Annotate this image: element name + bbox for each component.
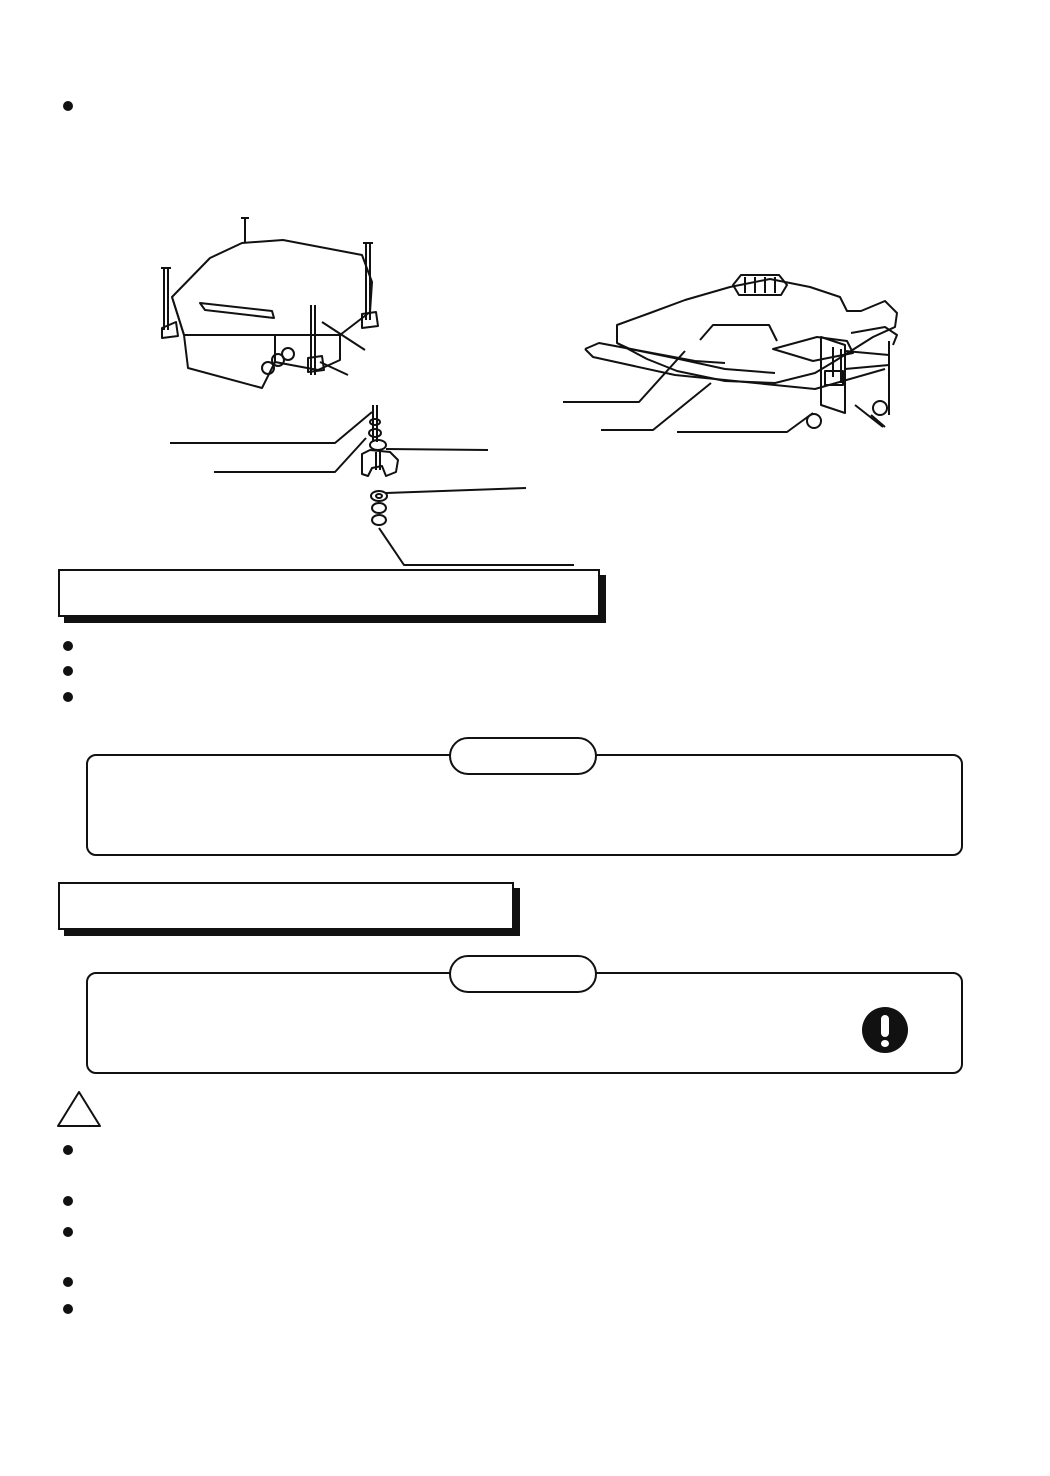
section1-bullet-dot [63,641,73,651]
note1-pill [449,737,597,775]
section1-bullet-dot [63,666,73,676]
exclamation-icon [862,1007,908,1053]
caution-bullet-dot [63,1196,73,1206]
ceiling-panel-illustration [555,265,915,445]
caution-bullet-dot [63,1304,73,1314]
caution-bullet-dot [63,1145,73,1155]
warning-triangle-icon [56,1090,102,1128]
section1-header [58,569,600,617]
unit-suspension-illustration [150,210,600,580]
caution-bullet-dot [63,1277,73,1287]
caution-bullet-dot [63,1227,73,1237]
section1-bullet-dot [63,692,73,702]
top-bullet-dot [63,101,73,111]
section2-header [58,882,514,930]
note2-pill [449,955,597,993]
